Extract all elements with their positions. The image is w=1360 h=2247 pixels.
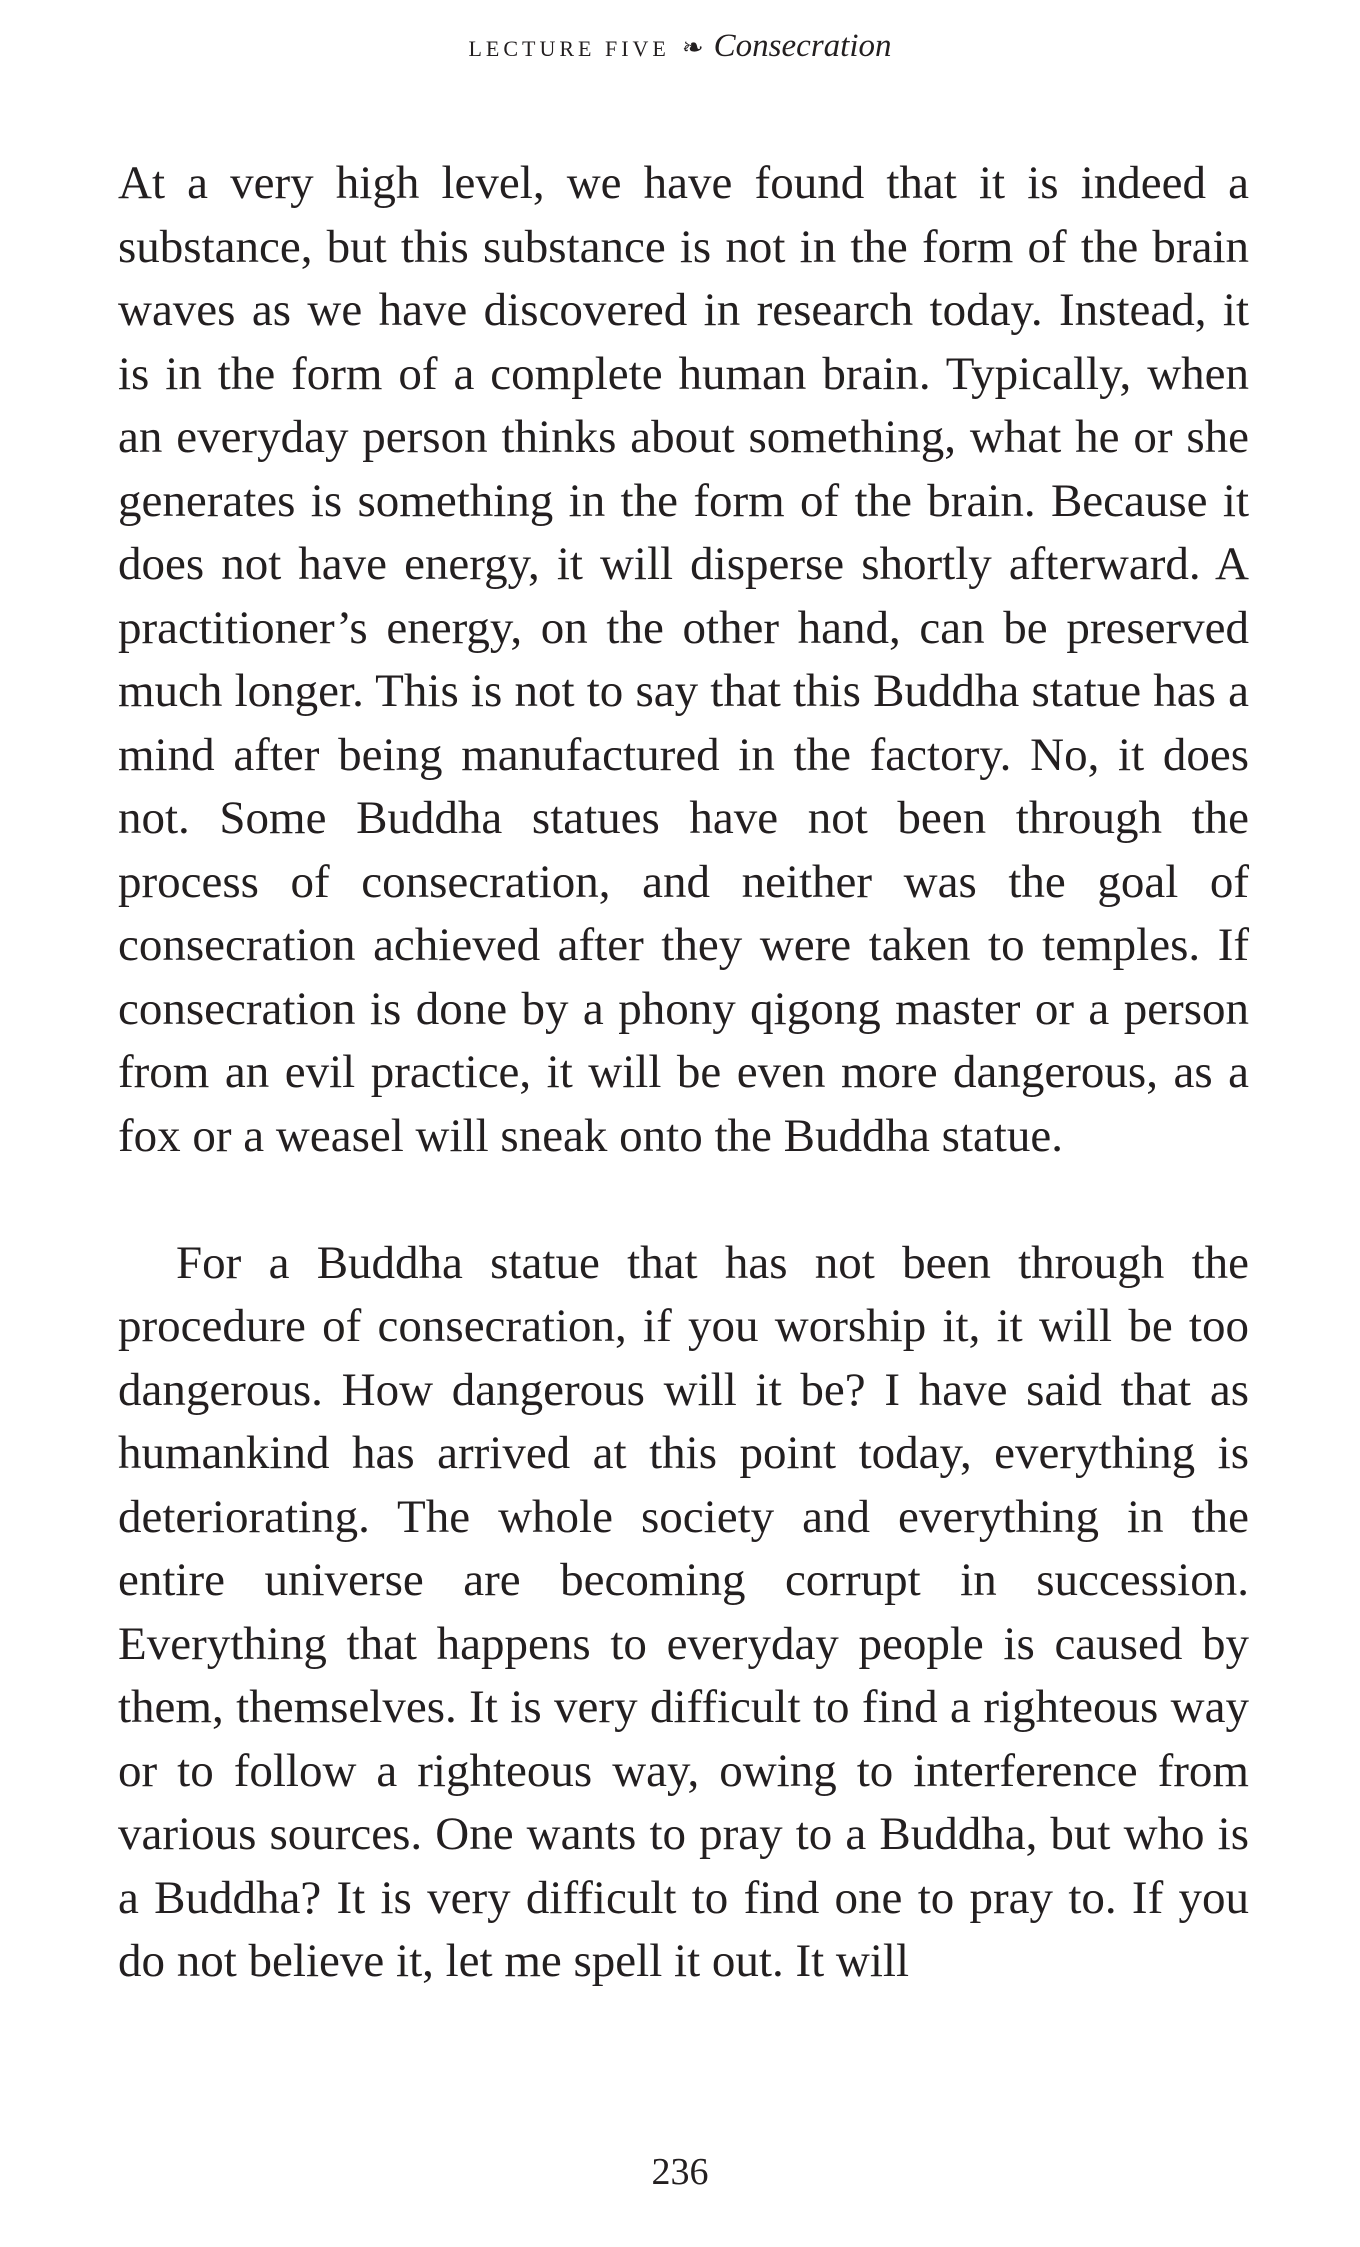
paragraph: At a very high level, we have found that it is indeed a substance, but this substance is not in the form of the brain waves as we have discovered in research today. Instead, it is in the form of a complete human brain. Typically, when an everyday person thinks about something, what he or she generates is something in the form of the brain. Because it does not have energy, it will disperse shortly afterward. A practitioner’s energy, on the other hand, can be preserved much longer. This is not to say that this Buddha statue has a mind after being manufactured in the factory. No, it does not. Some Buddha statues have not been through the process of consecration, and neither was the goal of consecration achieved after they were taken to temples. If consecration is done by a phony qigong master or a person from an evil practice, it will be even more dangerous, as a fox or a weasel will sneak onto the Buddha statue. — [118, 157, 1249, 1162]
paragraph: For a Buddha statue that has not been through the procedure of consecration, if you worship it, it will be too dangerous. How dangerous will it be? I have said that as humankind has arrived at this point today, everything is deteriorating. The whole society and everything in the entire universe are becoming corrupt in succession. Everything that happens to everyday people is caused by them, themselves. It is very difficult to find a righteous way or to follow a righteous way, owing to interference from various sources. One wants to pray to a Buddha, but who is a Buddha? It is very difficult to find one to pray to. If you do not believe it, let me spell it out. It will — [118, 1236, 1249, 1987]
page-number: 236 — [651, 2151, 709, 2193]
fleuron-icon: ❧ — [681, 33, 704, 62]
running-head — [0, 26, 1360, 69]
body-text — [118, 152, 1249, 1994]
running-head-chapter-title: Consecration — [713, 28, 892, 64]
running-head-lecture: LECTURE FIVE — [468, 36, 670, 61]
